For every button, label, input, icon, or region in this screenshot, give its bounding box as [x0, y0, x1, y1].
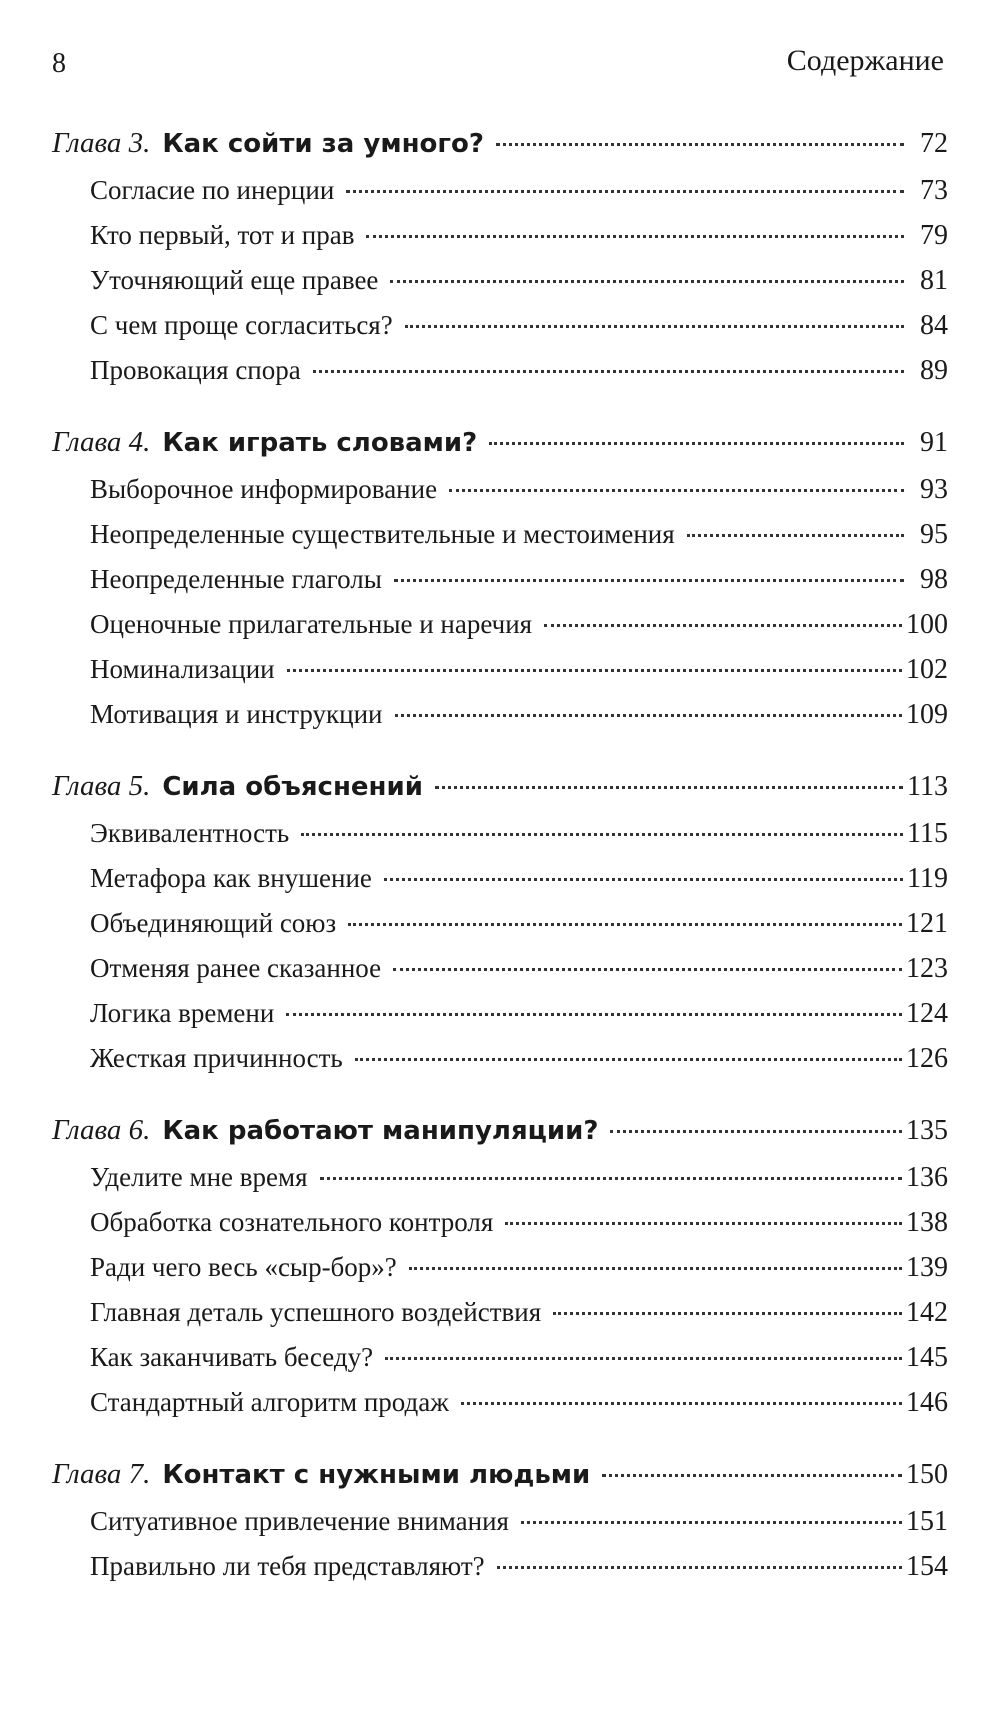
section-page-number: 142 — [906, 1297, 948, 1328]
section-entry — [52, 991, 948, 1036]
section-entry — [52, 467, 948, 512]
section-page-number: 123 — [906, 953, 948, 984]
section-page-number: 93 — [920, 474, 948, 505]
dot-leader — [395, 712, 903, 717]
section-page-number: 115 — [907, 818, 948, 849]
chapter-prefix: Глава 3. — [52, 127, 151, 159]
dot-leader — [405, 323, 904, 328]
chapter-entry — [52, 118, 948, 168]
section-page-number: 109 — [906, 699, 948, 730]
chapter-page-number: 91 — [920, 427, 948, 458]
dot-leader — [355, 1056, 902, 1061]
section-page-number: 145 — [906, 1342, 948, 1373]
chapter-prefix: Глава 6. — [52, 1114, 151, 1146]
section-page-number: 84 — [920, 310, 948, 341]
section-title: Номинализации — [90, 654, 275, 684]
section-entry — [52, 1380, 948, 1425]
section-page-number: 95 — [920, 519, 948, 550]
section-page-number: 138 — [906, 1207, 948, 1238]
dot-leader — [610, 1128, 902, 1133]
section-page-number: 81 — [920, 265, 948, 296]
section-title: Жесткая причинность — [90, 1043, 343, 1073]
dot-leader — [393, 966, 902, 971]
section-entry — [52, 512, 948, 557]
section-page-number: 154 — [906, 1551, 948, 1582]
section-page-number: 89 — [920, 355, 948, 386]
section-title: Выборочное информирование — [90, 474, 438, 504]
section-page-number: 79 — [920, 220, 948, 251]
chapter-entry — [52, 1449, 948, 1499]
dot-leader — [544, 622, 902, 627]
section-title: С чем проще согласиться? — [90, 310, 393, 340]
dot-leader — [366, 233, 904, 238]
dot-leader — [313, 368, 904, 373]
section-title: Ради чего весь «сыр-бор»? — [90, 1252, 397, 1282]
dot-leader — [553, 1310, 902, 1315]
dot-leader — [687, 532, 904, 537]
section-page-number: 100 — [906, 609, 948, 640]
section-entry — [52, 1155, 948, 1200]
section-title: Согласие по инерции — [90, 175, 335, 205]
chapter-title: Как сойти за умного? — [162, 129, 484, 159]
chapter-page-number: 113 — [907, 771, 948, 802]
chapter-entry — [52, 1105, 948, 1155]
section-entry — [52, 168, 948, 213]
dot-leader — [449, 487, 904, 492]
chapter-entry — [52, 417, 948, 467]
section-page-number: 124 — [906, 998, 948, 1029]
dot-leader — [497, 1564, 902, 1569]
section-entry — [52, 901, 948, 946]
chapter-label — [52, 417, 477, 468]
section-entry — [52, 811, 948, 856]
section-title: Кто первый, тот и прав — [90, 220, 355, 250]
section-title: Как заканчивать беседу? — [90, 1342, 374, 1372]
section-entry — [52, 1200, 948, 1245]
section-entry — [52, 856, 948, 901]
section-title: Логика времени — [90, 998, 275, 1028]
section-title: Правильно ли тебя представляют? — [90, 1551, 485, 1581]
chapter-title: Как играть словами? — [162, 428, 478, 458]
section-title: Метафора как внушение — [90, 863, 372, 893]
chapter-block — [52, 1449, 948, 1589]
section-title: Оценочные прилагательные и наречия — [90, 609, 533, 639]
section-page-number: 146 — [906, 1387, 948, 1418]
section-page-number: 73 — [920, 175, 948, 206]
dot-leader — [390, 278, 904, 283]
chapter-prefix: Глава 7. — [52, 1458, 151, 1490]
section-entry — [52, 557, 948, 602]
section-entry — [52, 258, 948, 303]
section-entry — [52, 647, 948, 692]
section-entry — [52, 692, 948, 737]
chapter-block — [52, 118, 948, 393]
chapter-block — [52, 761, 948, 1081]
dot-leader — [461, 1400, 902, 1405]
chapter-prefix: Глава 4. — [52, 426, 151, 458]
section-title: Провокация спора — [90, 355, 301, 385]
section-title: Обработка сознательного контроля — [90, 1207, 494, 1237]
section-entry — [52, 1335, 948, 1380]
chapter-label — [52, 118, 484, 169]
dot-leader — [385, 1355, 902, 1360]
section-title: Уделите мне время — [90, 1162, 308, 1192]
dot-leader — [346, 188, 904, 193]
chapter-label — [52, 761, 423, 812]
dot-leader — [409, 1265, 902, 1270]
dot-leader — [394, 577, 904, 582]
section-title: Мотивация и инструкции — [90, 699, 383, 729]
dot-leader — [505, 1220, 902, 1225]
dot-leader — [348, 921, 902, 926]
dot-leader — [320, 1175, 902, 1180]
section-page-number: 102 — [906, 654, 948, 685]
chapter-page-number: 135 — [906, 1115, 948, 1146]
table-of-contents — [52, 118, 948, 1613]
dot-leader — [496, 141, 904, 146]
dot-leader — [286, 1011, 902, 1016]
section-title: Уточняющий еще правее — [90, 265, 379, 295]
chapter-block — [52, 417, 948, 737]
section-entry — [52, 348, 948, 393]
chapter-label — [52, 1105, 598, 1156]
section-entry — [52, 213, 948, 258]
section-page-number: 98 — [920, 564, 948, 595]
section-title: Ситуативное привлечение внимания — [90, 1506, 509, 1536]
page-header — [0, 40, 1000, 90]
chapter-title: Сила объяснений — [162, 772, 423, 802]
dot-leader — [384, 876, 903, 881]
section-page-number: 136 — [906, 1162, 948, 1193]
section-page-number: 126 — [906, 1043, 948, 1074]
chapter-page-number: 72 — [920, 128, 948, 159]
section-entry — [52, 602, 948, 647]
section-title: Эквивалентность — [90, 818, 290, 848]
page-number: 8 — [52, 48, 66, 79]
dot-leader — [489, 440, 904, 445]
section-page-number: 151 — [906, 1506, 948, 1537]
section-entry — [52, 1036, 948, 1081]
chapter-block — [52, 1105, 948, 1425]
chapter-prefix: Глава 5. — [52, 770, 151, 802]
section-entry — [52, 946, 948, 991]
section-title: Неопределенные глаголы — [90, 564, 382, 594]
running-title: Содержание — [786, 44, 944, 77]
section-title: Стандартный алгоритм продаж — [90, 1387, 449, 1417]
chapter-entry — [52, 761, 948, 811]
section-entry — [52, 303, 948, 348]
section-title: Главная деталь успешного воздействия — [90, 1297, 542, 1327]
section-entry — [52, 1499, 948, 1544]
section-page-number: 121 — [906, 908, 948, 939]
section-page-number: 139 — [906, 1252, 948, 1283]
section-title: Неопределенные существительные и местоимения — [90, 519, 675, 549]
dot-leader — [287, 667, 902, 672]
chapter-title: Как работают манипуляции? — [162, 1116, 599, 1146]
dot-leader — [435, 784, 903, 789]
chapter-title: Контакт с нужными людьми — [162, 1460, 591, 1490]
section-entry — [52, 1245, 948, 1290]
section-title: Отменяя ранее сказанное — [90, 953, 382, 983]
section-page-number: 119 — [907, 863, 948, 894]
section-title: Объединяющий союз — [90, 908, 337, 938]
section-entry — [52, 1544, 948, 1589]
dot-leader — [602, 1472, 902, 1477]
chapter-page-number: 150 — [906, 1459, 948, 1490]
dot-leader — [521, 1519, 902, 1524]
dot-leader — [301, 831, 903, 836]
chapter-label — [52, 1449, 590, 1500]
section-entry — [52, 1290, 948, 1335]
